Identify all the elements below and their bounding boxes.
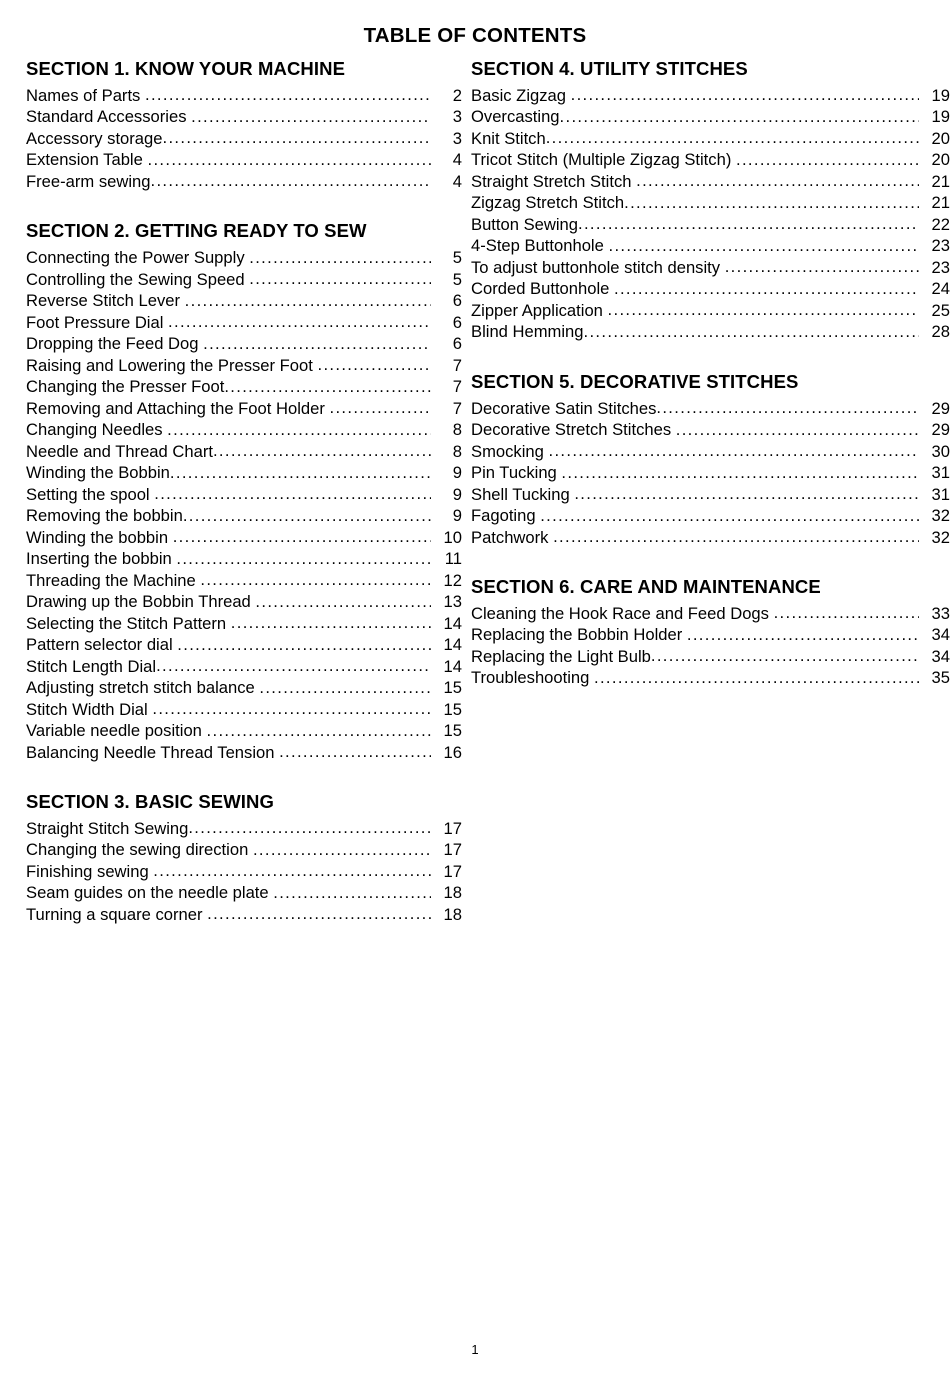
- toc-entry-title: Winding the Bobbin: [26, 463, 170, 483]
- toc-entry[interactable]: [26, 398, 462, 420]
- toc-entry-list: [26, 818, 462, 926]
- toc-dot-leader: [614, 278, 919, 299]
- toc-dot-leader: [560, 106, 919, 127]
- toc-entry-page-number: 22: [931, 214, 950, 234]
- toc-entry-page-number: 34: [931, 646, 950, 666]
- toc-entry[interactable]: [471, 603, 950, 625]
- toc-entry[interactable]: [471, 214, 950, 236]
- toc-entry-title: Finishing sewing: [26, 861, 149, 881]
- toc-entry[interactable]: [471, 419, 950, 441]
- toc-entry[interactable]: [471, 624, 950, 646]
- toc-dot-leader: [207, 720, 431, 741]
- toc-entry-page-number: 23: [931, 257, 950, 277]
- toc-dot-leader: [594, 667, 919, 688]
- toc-dot-leader: [188, 818, 431, 839]
- toc-entry-title: Replacing the Light Bulb: [471, 646, 651, 666]
- toc-entry[interactable]: [471, 484, 950, 506]
- toc-entry-page-number: 31: [931, 463, 950, 483]
- toc-section: [26, 220, 462, 763]
- toc-section: [471, 576, 950, 689]
- toc-entry-title: Pattern selector dial: [26, 635, 173, 655]
- toc-dot-leader: [207, 904, 431, 925]
- toc-entry-page-number: 10: [443, 527, 462, 547]
- toc-entry-page-number: 15: [443, 699, 462, 719]
- toc-section-heading: SECTION 2. GETTING READY TO SEW: [26, 220, 367, 242]
- toc-entry-page-number: 23: [931, 236, 950, 256]
- toc-dot-leader: [578, 214, 919, 235]
- toc-entry-title: To adjust buttonhole stitch density: [471, 257, 721, 277]
- toc-entry-title: Accessory storage: [26, 128, 163, 148]
- toc-entry-title: Needle and Thread Chart: [26, 441, 213, 461]
- toc-dot-leader: [774, 603, 919, 624]
- toc-entry[interactable]: [26, 376, 462, 398]
- toc-entry[interactable]: [26, 441, 462, 463]
- toc-columns: [0, 58, 950, 925]
- toc-entry[interactable]: [26, 591, 462, 613]
- toc-entry[interactable]: [26, 149, 462, 171]
- toc-entry-list: [26, 85, 462, 193]
- toc-entry-page-number: 14: [443, 656, 462, 676]
- toc-entry-title: Changing the sewing direction: [26, 840, 249, 860]
- toc-dot-leader: [725, 257, 919, 278]
- toc-entry-page-number: 6: [452, 334, 462, 354]
- toc-entry-title: Fagoting: [471, 506, 536, 526]
- toc-dot-leader: [636, 171, 919, 192]
- toc-entry-page-number: 14: [443, 613, 462, 633]
- toc-dot-leader: [203, 333, 431, 354]
- toc-column-right: [462, 58, 950, 689]
- toc-entry-title: Seam guides on the needle plate: [26, 883, 269, 903]
- toc-entry[interactable]: [26, 527, 462, 549]
- toc-entry[interactable]: [26, 634, 462, 656]
- toc-entry[interactable]: [471, 106, 950, 128]
- toc-entry-page-number: 17: [443, 818, 462, 838]
- toc-dot-leader: [651, 646, 919, 667]
- toc-entry-title: Removing and Attaching the Foot Holder: [26, 398, 325, 418]
- toc-entry-page-number: 31: [931, 484, 950, 504]
- toc-dot-leader: [200, 570, 431, 591]
- toc-entry[interactable]: [26, 106, 462, 128]
- toc-entry-list: [26, 247, 462, 763]
- toc-entry[interactable]: [471, 192, 950, 214]
- toc-dot-leader: [213, 441, 431, 462]
- toc-entry-page-number: 9: [452, 506, 462, 526]
- toc-section: [26, 58, 462, 192]
- toc-entry-title: Inserting the bobbin: [26, 549, 172, 569]
- toc-entry-page-number: 19: [931, 85, 950, 105]
- toc-entry[interactable]: [26, 656, 462, 678]
- toc-entry-page-number: 15: [443, 678, 462, 698]
- toc-entry-page-number: 34: [931, 625, 950, 645]
- toc-entry-page-number: 25: [931, 300, 950, 320]
- toc-entry-page-number: 2: [452, 85, 462, 105]
- toc-entry[interactable]: [471, 278, 950, 300]
- toc-dot-leader: [191, 106, 431, 127]
- toc-dot-leader: [170, 462, 431, 483]
- toc-entry-title: 4-Step Buttonhole: [471, 236, 604, 256]
- toc-dot-leader: [173, 527, 431, 548]
- toc-entry-title: Removing the bobbin: [26, 506, 183, 526]
- toc-dot-leader: [553, 527, 919, 548]
- toc-entry-page-number: 20: [931, 128, 950, 148]
- toc-entry[interactable]: [471, 171, 950, 193]
- toc-dot-leader: [540, 505, 919, 526]
- toc-entry-title: Setting the spool: [26, 484, 150, 504]
- toc-dot-leader: [608, 300, 919, 321]
- toc-entry[interactable]: [26, 720, 462, 742]
- toc-entry-page-number: 7: [452, 398, 462, 418]
- toc-entry-title: Button Sewing: [471, 214, 579, 234]
- toc-entry[interactable]: [26, 312, 462, 334]
- toc-entry-title: Basic Zigzag: [471, 85, 566, 105]
- toc-entry-title: Knit Stitch: [471, 128, 546, 148]
- toc-dot-leader: [546, 128, 919, 149]
- toc-entry-page-number: 3: [452, 128, 462, 148]
- toc-entry-page-number: 21: [931, 193, 950, 213]
- toc-dot-leader: [151, 171, 432, 192]
- toc-entry-title: Raising and Lowering the Presser Foot: [26, 355, 313, 375]
- toc-entry-page-number: 32: [931, 506, 950, 526]
- toc-entry[interactable]: [26, 462, 462, 484]
- toc-entry-page-number: 35: [931, 668, 950, 688]
- toc-dot-leader: [168, 312, 431, 333]
- toc-entry-page-number: 4: [452, 171, 462, 191]
- toc-section-heading: SECTION 3. BASIC SEWING: [26, 791, 274, 813]
- toc-dot-leader: [153, 861, 431, 882]
- toc-entry-title: Connecting the Power Supply: [26, 248, 245, 268]
- toc-entry-title: Drawing up the Bobbin Thread: [26, 592, 251, 612]
- toc-entry-title: Stitch Length Dial: [26, 656, 157, 676]
- toc-entry[interactable]: [26, 861, 462, 883]
- toc-entry[interactable]: [26, 484, 462, 506]
- toc-entry-title: Troubleshooting: [471, 668, 590, 688]
- toc-entry[interactable]: [26, 505, 462, 527]
- toc-entry[interactable]: [26, 355, 462, 377]
- toc-entry-page-number: 19: [931, 107, 950, 127]
- toc-entry-page-number: 9: [452, 484, 462, 504]
- toc-entry-title: Adjusting stretch stitch balance: [26, 678, 255, 698]
- toc-entry[interactable]: [471, 398, 950, 420]
- toc-entry-list: [471, 85, 950, 343]
- toc-dot-leader: [273, 882, 431, 903]
- page-title: TABLE OF CONTENTS: [363, 24, 587, 47]
- toc-entry-title: Changing the Presser Foot: [26, 377, 225, 397]
- toc-entry[interactable]: [26, 742, 462, 764]
- toc-entry-title: Straight Stitch Sewing: [26, 818, 189, 838]
- toc-dot-leader: [249, 247, 431, 268]
- toc-entry[interactable]: [471, 527, 950, 549]
- toc-entry-page-number: 16: [443, 742, 462, 762]
- toc-entry-title: Balancing Needle Thread Tension: [26, 742, 275, 762]
- toc-entry[interactable]: [26, 548, 462, 570]
- toc-entry[interactable]: [26, 419, 462, 441]
- toc-entry-page-number: 14: [443, 635, 462, 655]
- toc-entry-list: [471, 398, 950, 549]
- toc-entry[interactable]: [26, 904, 462, 926]
- toc-dot-leader: [167, 419, 431, 440]
- toc-entry-title: Winding the bobbin: [26, 527, 169, 547]
- toc-section-heading: SECTION 6. CARE AND MAINTENANCE: [471, 576, 821, 598]
- toc-entry-page-number: 30: [931, 441, 950, 461]
- toc-entry-title: Pin Tucking: [471, 463, 557, 483]
- toc-entry[interactable]: [26, 247, 462, 269]
- toc-dot-leader: [317, 355, 431, 376]
- toc-entry[interactable]: [26, 613, 462, 635]
- toc-entry[interactable]: [26, 128, 462, 150]
- toc-entry-page-number: 17: [443, 861, 462, 881]
- toc-entry-title: Blind Hemming: [471, 322, 584, 342]
- toc-entry-page-number: 4: [452, 150, 462, 170]
- toc-section-heading: SECTION 1. KNOW YOUR MACHINE: [26, 58, 346, 79]
- toc-entry-page-number: 5: [452, 248, 462, 268]
- toc-dot-leader: [145, 85, 431, 106]
- toc-section-heading: SECTION 4. UTILITY STITCHES: [471, 58, 748, 79]
- toc-dot-leader: [259, 677, 431, 698]
- toc-dot-leader: [574, 484, 919, 505]
- toc-entry-title: Selecting the Stitch Pattern: [26, 613, 227, 633]
- toc-entry-title: Stitch Width Dial: [26, 699, 148, 719]
- toc-entry[interactable]: [26, 699, 462, 721]
- toc-entry-title: Tricot Stitch (Multiple Zigzag Stitch): [471, 150, 732, 170]
- toc-entry-title: Reverse Stitch Lever: [26, 291, 181, 311]
- toc-entry-title: Foot Pressure Dial: [26, 312, 164, 332]
- toc-entry-title: Variable needle position: [26, 721, 202, 741]
- toc-entry-page-number: 6: [452, 312, 462, 332]
- toc-entry-title: Straight Stretch Stitch: [471, 171, 632, 191]
- toc-entry[interactable]: [471, 505, 950, 527]
- toc-dot-leader: [255, 591, 431, 612]
- toc-entry-page-number: 13: [443, 592, 462, 612]
- toc-section: [471, 371, 950, 548]
- toc-dot-leader: [183, 505, 431, 526]
- toc-entry-page-number: 12: [443, 570, 462, 590]
- toc-dot-leader: [687, 624, 919, 645]
- toc-section: [471, 58, 950, 343]
- toc-entry-page-number: 11: [444, 549, 462, 569]
- toc-entry-title: Standard Accessories: [26, 107, 187, 127]
- toc-dot-leader: [224, 376, 431, 397]
- toc-entry-title: Overcasting: [471, 107, 560, 127]
- toc-dot-leader: [154, 484, 431, 505]
- toc-entry-page-number: 3: [452, 107, 462, 127]
- toc-dot-leader: [736, 149, 919, 170]
- toc-dot-leader: [571, 85, 919, 106]
- toc-entry-title: Turning a square corner: [26, 904, 203, 924]
- toc-entry-title: Smocking: [471, 441, 544, 461]
- toc-dot-leader: [561, 462, 919, 483]
- toc-entry-page-number: 17: [443, 840, 462, 860]
- toc-entry[interactable]: [471, 235, 950, 257]
- toc-dot-leader: [176, 548, 431, 569]
- toc-dot-leader: [330, 398, 432, 419]
- toc-entry[interactable]: [471, 300, 950, 322]
- footer-page-number: 1: [471, 1342, 479, 1357]
- toc-dot-leader: [253, 839, 431, 860]
- toc-entry[interactable]: [26, 85, 462, 107]
- toc-entry[interactable]: [471, 128, 950, 150]
- toc-entry[interactable]: [26, 882, 462, 904]
- toc-entry-title: Controlling the Sewing Speed: [26, 269, 245, 289]
- toc-entry[interactable]: [471, 321, 950, 343]
- toc-dot-leader: [608, 235, 919, 256]
- toc-entry[interactable]: [26, 171, 462, 193]
- toc-entry-page-number: 24: [931, 279, 950, 299]
- toc-entry-title: Threading the Machine: [26, 570, 196, 590]
- toc-entry-title: Zigzag Stretch Stitch: [471, 193, 625, 213]
- toc-entry-title: Dropping the Feed Dog: [26, 334, 199, 354]
- toc-entry-page-number: 8: [452, 441, 462, 461]
- toc-entry[interactable]: [26, 269, 462, 291]
- toc-entry-title: Decorative Satin Stitches: [471, 398, 657, 418]
- toc-entry-title: Free-arm sewing: [26, 171, 151, 191]
- toc-entry-list: [471, 603, 950, 689]
- toc-entry-page-number: 18: [443, 883, 462, 903]
- toc-dot-leader: [548, 441, 919, 462]
- toc-dot-leader: [231, 613, 431, 634]
- toc-dot-leader: [185, 290, 431, 311]
- toc-dot-leader: [624, 192, 919, 213]
- toc-entry[interactable]: [26, 677, 462, 699]
- toc-dot-leader: [156, 656, 431, 677]
- toc-entry-page-number: 9: [452, 463, 462, 483]
- toc-entry-page-number: 7: [452, 355, 462, 375]
- toc-entry-page-number: 29: [931, 420, 950, 440]
- toc-entry-title: Corded Buttonhole: [471, 279, 610, 299]
- toc-entry[interactable]: [471, 441, 950, 463]
- toc-entry[interactable]: [471, 257, 950, 279]
- toc-entry-page-number: 15: [443, 721, 462, 741]
- toc-entry-page-number: 28: [931, 322, 950, 342]
- toc-entry-title: Patchwork: [471, 527, 549, 547]
- toc-entry[interactable]: [471, 462, 950, 484]
- toc-dot-leader: [152, 699, 431, 720]
- toc-entry-page-number: 20: [931, 150, 950, 170]
- toc-section: [26, 791, 462, 925]
- toc-entry[interactable]: [26, 290, 462, 312]
- toc-entry-page-number: 6: [452, 291, 462, 311]
- toc-entry[interactable]: [26, 333, 462, 355]
- toc-dot-leader: [676, 419, 919, 440]
- toc-entry-page-number: 18: [443, 904, 462, 924]
- toc-dot-leader: [163, 128, 432, 149]
- toc-entry-title: Changing Needles: [26, 420, 163, 440]
- toc-entry-title: Names of Parts: [26, 85, 141, 105]
- toc-entry-title: Cleaning the Hook Race and Feed Dogs: [471, 603, 769, 623]
- toc-entry-title: Decorative Stretch Stitches: [471, 420, 672, 440]
- toc-dot-leader: [656, 398, 919, 419]
- toc-section-heading: SECTION 5. DECORATIVE STITCHES: [471, 370, 799, 392]
- toc-dot-leader: [584, 321, 919, 342]
- toc-entry-page-number: 29: [931, 398, 950, 418]
- toc-entry[interactable]: [26, 570, 462, 592]
- toc-entry-title: Extension Table: [26, 150, 143, 170]
- toc-entry-title: Zipper Application: [471, 300, 603, 320]
- toc-entry[interactable]: [26, 818, 462, 840]
- toc-entry-page-number: 7: [452, 377, 462, 397]
- toc-dot-leader: [249, 269, 431, 290]
- toc-entry-title: Shell Tucking: [471, 484, 570, 504]
- toc-dot-leader: [147, 149, 431, 170]
- toc-column-left: [0, 58, 462, 925]
- toc-entry[interactable]: [471, 85, 950, 107]
- toc-dot-leader: [177, 634, 431, 655]
- toc-entry-page-number: 33: [931, 603, 950, 623]
- toc-entry[interactable]: [471, 149, 950, 171]
- toc-entry[interactable]: [471, 667, 950, 689]
- toc-entry-page-number: 32: [931, 527, 950, 547]
- toc-entry-title: Replacing the Bobbin Holder: [471, 625, 683, 645]
- toc-dot-leader: [279, 742, 431, 763]
- toc-entry[interactable]: [471, 646, 950, 668]
- toc-entry[interactable]: [26, 839, 462, 861]
- toc-entry-page-number: 5: [452, 269, 462, 289]
- toc-entry-page-number: 21: [931, 171, 950, 191]
- toc-entry-page-number: 8: [452, 420, 462, 440]
